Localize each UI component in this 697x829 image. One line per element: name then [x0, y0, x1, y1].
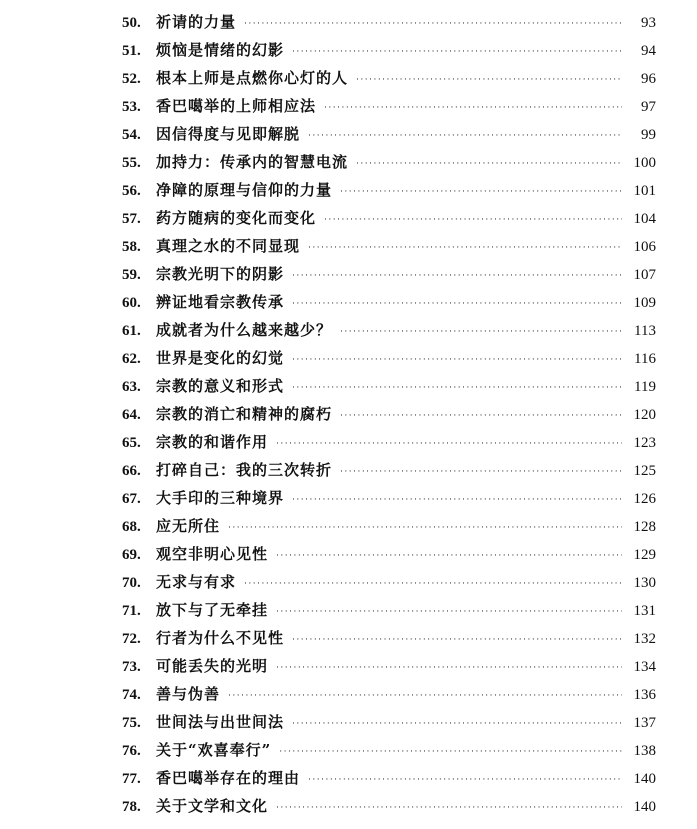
page-number: 97 [641, 99, 656, 115]
entry-title: 行者为什么不见性 [156, 629, 285, 647]
entry-title: 加持力：传承内的智慧电流 [156, 153, 349, 171]
page-number: 125 [633, 463, 656, 479]
dot-leader [292, 626, 622, 654]
entry-title: 关于“欢喜奉行” [156, 741, 272, 759]
toc-entry[interactable] [122, 764, 656, 792]
entry-title: 真理之水的不同显现 [156, 237, 301, 255]
entry-title: 打碎自己：我的三次转折 [156, 461, 333, 479]
entry-number: 62. [122, 351, 141, 367]
entry-number: 56. [122, 183, 141, 199]
toc-entry[interactable] [122, 232, 656, 260]
toc-entry[interactable] [122, 484, 656, 512]
toc-entry[interactable] [122, 288, 656, 316]
toc-entry[interactable] [122, 148, 656, 176]
dot-leader [324, 94, 622, 122]
dot-leader [340, 402, 622, 430]
entry-title: 净障的原理与信仰的力量 [156, 181, 333, 199]
entry-title: 世间法与出世间法 [156, 713, 285, 731]
entry-number: 64. [122, 407, 141, 423]
page-number: 106 [633, 239, 656, 255]
toc-entry[interactable] [122, 260, 656, 288]
entry-number: 73. [122, 659, 141, 675]
toc-entry[interactable] [122, 708, 656, 736]
toc-entry[interactable] [122, 568, 656, 596]
dot-leader [340, 318, 622, 346]
entry-number: 60. [122, 295, 141, 311]
page-number: 134 [633, 659, 656, 675]
dot-leader [276, 794, 622, 822]
page-number: 120 [633, 407, 656, 423]
entry-title: 观空非明心见性 [156, 545, 269, 563]
toc-entry[interactable] [122, 344, 656, 372]
toc-entry[interactable] [122, 400, 656, 428]
dot-leader [308, 766, 622, 794]
page-number: 128 [633, 519, 656, 535]
entry-title: 成就者为什么越来越少？ [156, 321, 333, 339]
entry-title: 宗教的和谐作用 [156, 433, 269, 451]
entry-number: 67. [122, 491, 141, 507]
page-number: 113 [634, 323, 656, 339]
entry-number: 74. [122, 687, 141, 703]
dot-leader [308, 234, 622, 262]
toc-entry[interactable] [122, 540, 656, 568]
page-number: 136 [633, 687, 656, 703]
entry-number: 54. [122, 127, 141, 143]
entry-number: 77. [122, 771, 141, 787]
entry-number: 72. [122, 631, 141, 647]
entry-title: 香巴噶举的上师相应法 [156, 97, 317, 115]
dot-leader [228, 682, 622, 710]
entry-number: 53. [122, 99, 141, 115]
toc-entry[interactable] [122, 596, 656, 624]
page-number: 101 [633, 183, 656, 199]
toc-entry[interactable] [122, 428, 656, 456]
entry-number: 61. [122, 323, 141, 339]
entry-number: 65. [122, 435, 141, 451]
toc-entry[interactable] [122, 92, 656, 120]
toc-entry[interactable] [122, 316, 656, 344]
entry-title: 根本上师是点燃你心灯的人 [156, 69, 349, 87]
page-number: 138 [633, 743, 656, 759]
dot-leader [244, 570, 622, 598]
entry-number: 66. [122, 463, 141, 479]
entry-title: 宗教光明下的阴影 [156, 265, 285, 283]
dot-leader [292, 710, 622, 738]
page-number: 137 [633, 715, 656, 731]
entry-number: 63. [122, 379, 141, 395]
page-number: 100 [633, 155, 656, 171]
dot-leader [324, 206, 622, 234]
entry-number: 55. [122, 155, 141, 171]
entry-number: 68. [122, 519, 141, 535]
entry-title: 善与伪善 [156, 685, 221, 703]
table-of-contents [122, 8, 656, 820]
dot-leader [228, 514, 622, 542]
page-number: 93 [641, 15, 656, 31]
toc-entry[interactable] [122, 456, 656, 484]
entry-title: 可能丢失的光明 [156, 657, 269, 675]
toc-entry[interactable] [122, 652, 656, 680]
entry-number: 51. [122, 43, 141, 59]
entry-title: 放下与了无牵挂 [156, 601, 269, 619]
dot-leader [276, 430, 622, 458]
toc-entry[interactable] [122, 680, 656, 708]
dot-leader [292, 290, 622, 318]
dot-leader [292, 486, 622, 514]
entry-number: 78. [122, 799, 141, 815]
page-number: 130 [633, 575, 656, 591]
entry-number: 69. [122, 547, 141, 563]
entry-number: 76. [122, 743, 141, 759]
toc-entry[interactable] [122, 176, 656, 204]
toc-entry[interactable] [122, 36, 656, 64]
dot-leader [292, 346, 622, 374]
toc-entry[interactable] [122, 204, 656, 232]
page-number: 129 [633, 547, 656, 563]
dot-leader [276, 598, 622, 626]
page-number: 126 [633, 491, 656, 507]
dot-leader [276, 654, 622, 682]
entry-number: 57. [122, 211, 141, 227]
entry-title: 烦恼是情绪的幻影 [156, 41, 285, 59]
dot-leader [276, 542, 622, 570]
toc-entry[interactable] [122, 736, 656, 764]
page-number: 109 [633, 295, 656, 311]
page-number: 131 [633, 603, 656, 619]
toc-entry[interactable] [122, 624, 656, 652]
entry-title: 辨证地看宗教传承 [156, 293, 285, 311]
page-number: 107 [633, 267, 656, 283]
page-number: 140 [633, 799, 656, 815]
dot-leader [356, 150, 622, 178]
toc-entry[interactable] [122, 8, 656, 36]
dot-leader [356, 66, 622, 94]
dot-leader [279, 738, 622, 766]
toc-entry[interactable] [122, 120, 656, 148]
page-number: 123 [633, 435, 656, 451]
toc-entry[interactable] [122, 64, 656, 92]
toc-entry[interactable] [122, 792, 656, 820]
entry-title: 香巴噶举存在的理由 [156, 769, 301, 787]
dot-leader [292, 262, 622, 290]
entry-title: 无求与有求 [156, 573, 237, 591]
page-number: 132 [633, 631, 656, 647]
page-number: 94 [641, 43, 656, 59]
entry-title: 世界是变化的幻觉 [156, 349, 285, 367]
entry-number: 58. [122, 239, 141, 255]
dot-leader [244, 10, 622, 38]
entry-number: 59. [122, 267, 141, 283]
entry-title: 宗教的意义和形式 [156, 377, 285, 395]
entry-title: 祈请的力量 [156, 13, 237, 31]
page-number: 104 [633, 211, 656, 227]
dot-leader [340, 458, 622, 486]
entry-number: 75. [122, 715, 141, 731]
toc-entry[interactable] [122, 512, 656, 540]
page-number: 99 [641, 127, 656, 143]
dot-leader [292, 38, 622, 66]
entry-title: 宗教的消亡和精神的腐朽 [156, 405, 333, 423]
page-number: 140 [633, 771, 656, 787]
page-number: 96 [641, 71, 656, 87]
page-number: 116 [634, 351, 656, 367]
entry-title: 大手印的三种境界 [156, 489, 285, 507]
entry-number: 70. [122, 575, 141, 591]
entry-number: 50. [122, 15, 141, 31]
entry-title: 因信得度与见即解脱 [156, 125, 301, 143]
entry-number: 52. [122, 71, 141, 87]
toc-entry[interactable] [122, 372, 656, 400]
dot-leader [308, 122, 622, 150]
entry-title: 应无所住 [156, 517, 221, 535]
dot-leader [340, 178, 622, 206]
page-number: 119 [634, 379, 656, 395]
entry-title: 关于文学和文化 [156, 797, 269, 815]
entry-number: 71. [122, 603, 141, 619]
entry-title: 药方随病的变化而变化 [156, 209, 317, 227]
dot-leader [292, 374, 622, 402]
